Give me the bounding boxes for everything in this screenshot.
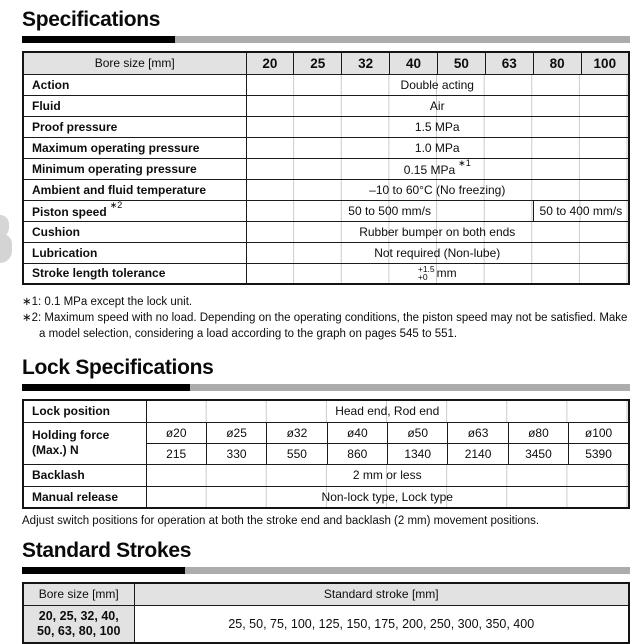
row-label: Backlash: [23, 464, 146, 486]
section-rule-black: [22, 36, 175, 43]
table-row-proof-pressure: [23, 116, 629, 137]
footnote-ref-1: ∗1: [458, 158, 471, 168]
table-row-stroke-length-tolerance: [23, 263, 629, 284]
row-value: Double acting: [246, 74, 629, 95]
holding-force-label-line1: Holding force: [32, 428, 110, 442]
row-label: Fluid: [23, 95, 246, 116]
standard-stroke-header-cell: Standard stroke [mm]: [134, 583, 629, 605]
holding-force-label: [23, 422, 146, 464]
bore-column-header: 50: [438, 52, 486, 74]
row-value: 1.0 MPa: [246, 137, 629, 158]
row-value: Non-lock type, Lock type: [146, 486, 629, 508]
section-title-standard-strokes: Standard Strokes: [22, 539, 192, 562]
section-standard-strokes: [22, 539, 630, 644]
footnotes: [22, 294, 630, 342]
table-row-cushion: [23, 221, 629, 242]
lock-specifications-table: [22, 399, 630, 509]
row-value: Head end, Rod end: [146, 400, 629, 422]
section-rule: [22, 384, 630, 391]
holding-force-bore: ø20: [146, 422, 206, 443]
row-label: Proof pressure: [23, 116, 246, 137]
holding-force-value: 550: [267, 443, 327, 464]
bore-sizes-cell: [23, 605, 134, 643]
bore-size-header-cell: Bore size [mm]: [23, 52, 246, 74]
piston-speed-bore80-100: 50 to 400 mm/s: [533, 200, 629, 221]
table-header-row: [23, 52, 629, 74]
holding-force-value: 215: [146, 443, 206, 464]
table-header-row: [23, 583, 629, 605]
tolerance-lower: +0: [417, 272, 428, 283]
holding-force-value: 2140: [448, 443, 508, 464]
lock-note: Adjust switch positions for operation at both the stroke end and backlash (2 mm) movement positions.: [22, 515, 540, 527]
bore-column-header: 32: [342, 52, 390, 74]
table-row-min-operating-pressure: [23, 158, 629, 179]
table-row-lubrication: [23, 242, 629, 263]
table-row-manual-release: [23, 486, 629, 508]
holding-force-bore: ø50: [388, 422, 448, 443]
footnote-ref-2: ∗2: [109, 200, 123, 210]
section-specifications: [22, 8, 630, 342]
tolerance-stack: [418, 265, 435, 282]
holding-force-bore: ø40: [327, 422, 387, 443]
bore-column-header: 100: [581, 52, 629, 74]
row-label: [23, 200, 246, 221]
row-value: Rubber bumper on both ends: [246, 221, 629, 242]
tolerance-unit: mm: [436, 266, 457, 281]
holding-force-value: 5390: [569, 443, 629, 464]
tolerance-upper: +1.5: [417, 263, 435, 274]
piston-speed-bore20-63: 50 to 500 mm/s: [246, 200, 533, 221]
bore-column-header: 20: [246, 52, 294, 74]
bore-sizes-line2: 50, 63, 80, 100: [37, 623, 121, 638]
row-value: [246, 263, 629, 284]
bore-column-header: 63: [485, 52, 533, 74]
bore-column-header: 25: [294, 52, 342, 74]
row-label: Lubrication: [23, 242, 246, 263]
holding-force-bore: ø25: [206, 422, 266, 443]
holding-force-value: 330: [206, 443, 266, 464]
row-label: Ambient and fluid temperature: [23, 179, 246, 200]
footnote-1: ∗1: 0.1 MPa except the lock unit.: [22, 296, 193, 308]
row-value: Air: [246, 95, 629, 116]
bore-sizes-line1: 20, 25, 32, 40,: [38, 608, 119, 623]
row-label: Minimum operating pressure: [23, 158, 246, 179]
bore-column-header: 40: [390, 52, 438, 74]
row-label: Stroke length tolerance: [23, 263, 246, 284]
row-value: –10 to 60°C (No freezing): [246, 179, 629, 200]
row-value: [246, 158, 629, 179]
footnote-2: ∗2: Maximum speed with no load. Depending on the operating conditions, the piston speed may not be satisfied. Make a model selection, considering a load according to the graph on pages 545 to 551.: [22, 312, 628, 340]
holding-force-bore: ø32: [267, 422, 327, 443]
holding-force-bore: ø63: [448, 422, 508, 443]
row-value: 1.5 MPa: [246, 116, 629, 137]
specifications-table: [22, 51, 630, 285]
table-row-strokes: [23, 605, 629, 643]
row-label: Lock position: [23, 400, 146, 422]
bore-column-header: 80: [533, 52, 581, 74]
holding-force-value: 1340: [388, 443, 448, 464]
min-pressure-value: 0.15 MPa: [403, 162, 456, 177]
standard-strokes-table: [22, 582, 630, 644]
stroke-values-cell: 25, 50, 75, 100, 125, 150, 175, 200, 250, 300, 350, 400: [134, 605, 629, 643]
holding-force-value: 860: [327, 443, 387, 464]
section-title-specifications: Specifications: [22, 8, 161, 31]
table-row-action: [23, 74, 629, 95]
table-row-lock-position: [23, 400, 629, 422]
row-value: Not required (Non-lube): [246, 242, 629, 263]
table-row-piston-speed: [23, 200, 629, 221]
table-row-holding-force-bores: [23, 422, 629, 443]
holding-force-bore: ø100: [569, 422, 629, 443]
table-row-temperature: [23, 179, 629, 200]
table-row-backlash: [23, 464, 629, 486]
table-row-fluid: [23, 95, 629, 116]
section-rule: [22, 36, 630, 43]
row-label: Cushion: [23, 221, 246, 242]
row-label: Manual release: [23, 486, 146, 508]
piston-speed-label: Piston speed: [32, 204, 107, 219]
holding-force-value: 3450: [508, 443, 568, 464]
section-lock-specifications: [22, 356, 630, 527]
holding-force-bore: ø80: [508, 422, 568, 443]
table-row-max-operating-pressure: [23, 137, 629, 158]
row-label: Action: [23, 74, 246, 95]
section-title-lock-specifications: Lock Specifications: [22, 356, 214, 379]
section-rule-black: [22, 567, 185, 574]
row-label: Maximum operating pressure: [23, 137, 246, 158]
holding-force-label-line2: (Max.) N: [32, 443, 79, 457]
section-rule-black: [22, 384, 190, 391]
section-rule: [22, 567, 630, 574]
row-value: 2 mm or less: [146, 464, 629, 486]
bore-size-header-cell: Bore size [mm]: [23, 583, 134, 605]
